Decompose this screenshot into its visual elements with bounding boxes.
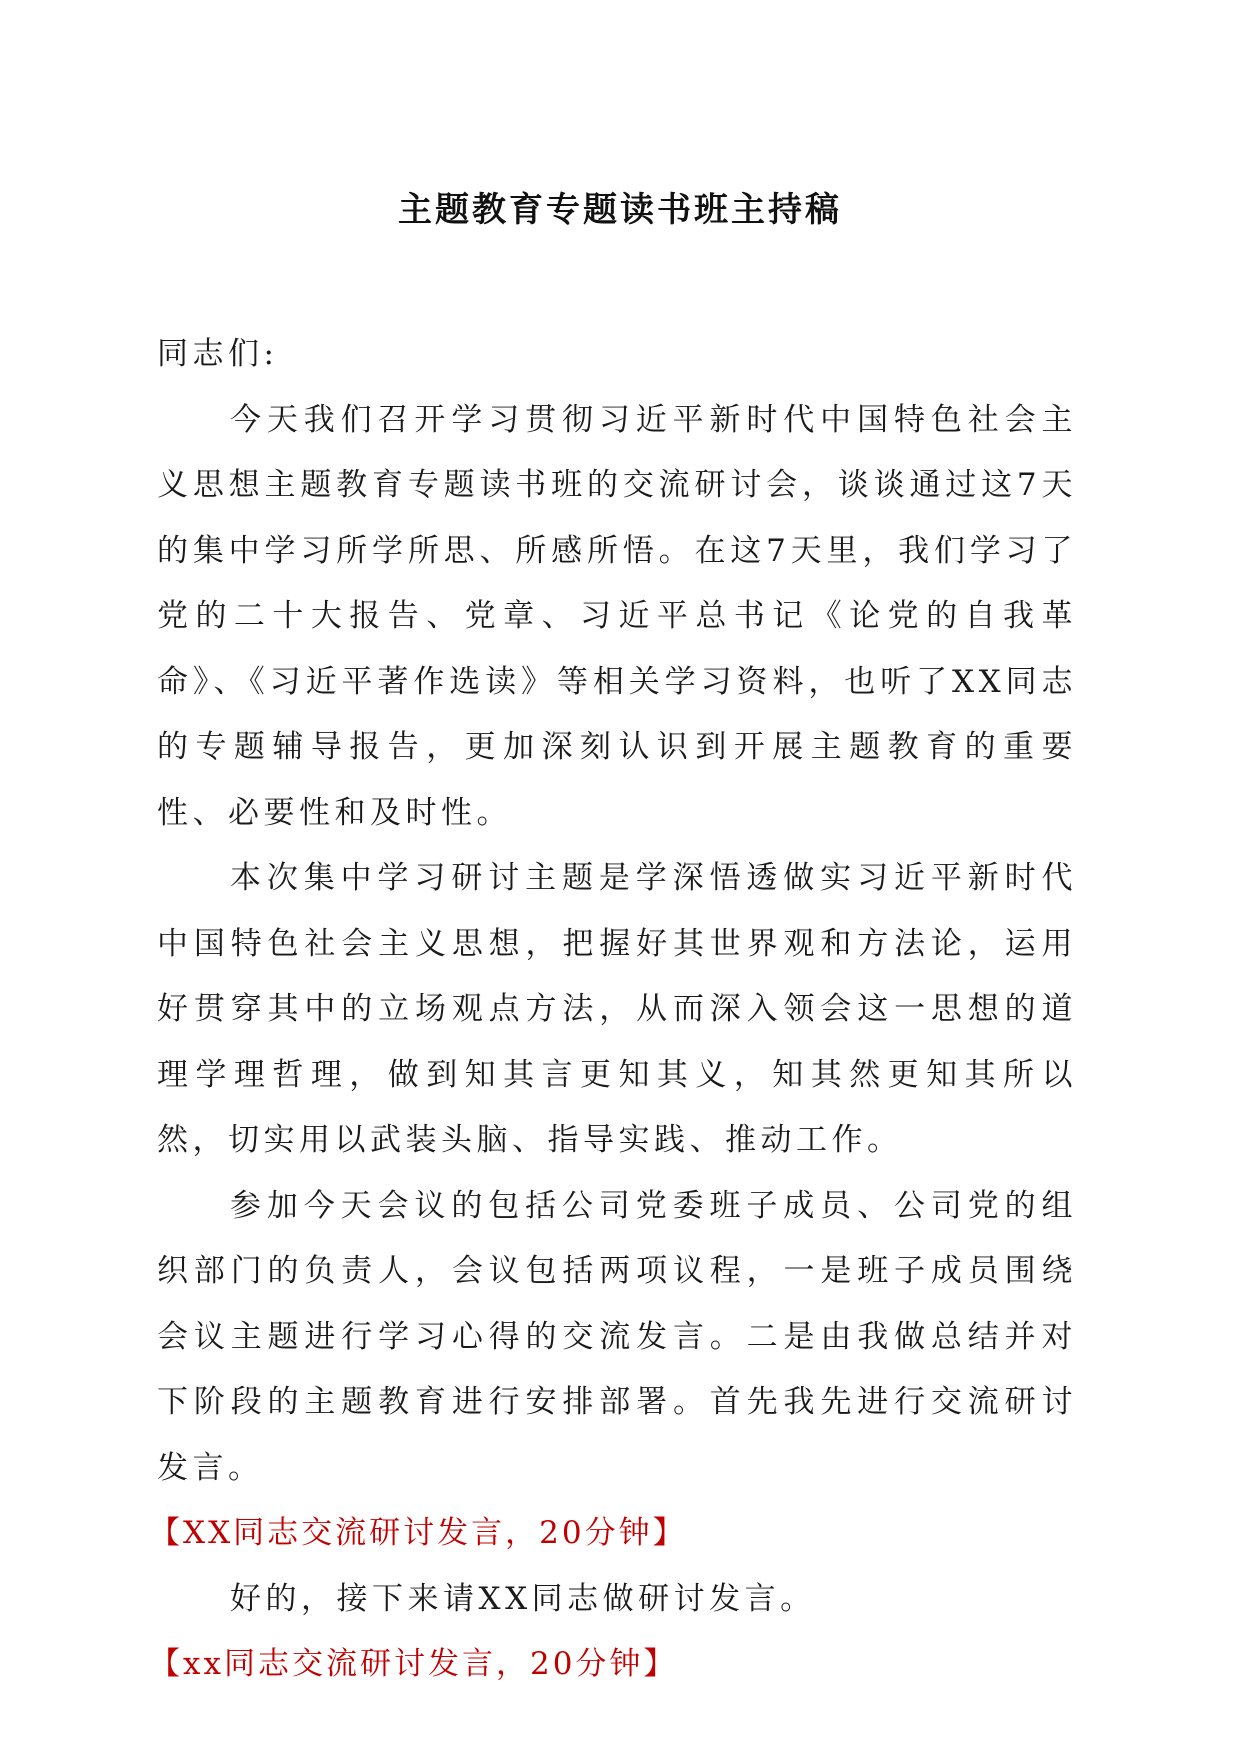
paragraph-intro: 今天我们召开学习贯彻习近平新时代中国特色社会主义思想主题教育专题读书班的交流研讨会，谈谈通过这7天的集中学习所学所思、所感所悟。在这7天里，我们学习了党的二十大报告、党章、习近平总书记《论党的自我革命》、《习近平著作选读》等相关学习资料，也听了XX同志的专题辅导报告，更加深刻认识到开展主题教育的重要性、必要性和及时性。 [157, 401, 1077, 831]
document-body [149, 322, 1077, 1698]
paragraph-agenda: 参加今天会议的包括公司党委班子成员、公司党的组织部门的负责人，会议包括两项议程，一是班子成员围绕会议主题进行学习心得的交流发言。二是由我做总结并对下阶段的主题教育进行安排部署。首先我先进行交流研讨发言。 [157, 1187, 1077, 1486]
salutation: 同志们: [157, 336, 279, 372]
document-title: 主题教育专题读书班主持稿 [398, 190, 842, 230]
paragraph-transition: 好的，接下来请XX同志做研讨发言。 [230, 1580, 816, 1617]
paragraph-theme: 本次集中学习研讨主题是学深悟透做实习近平新时代中国特色社会主义思想，把握好其世界观和方法论，运用好贯穿其中的立场观点方法，从而深入领会这一思想的道理学理哲理，做到知其言更知其义，知其然更知其所以然，切实用以武装头脑、指导实践、推动工作。 [157, 860, 1077, 1158]
speech-note-1: 【XX同志交流研讨发言，20分钟】 [149, 1515, 687, 1551]
speech-note-2: 【xx同志交流研讨发言，20分钟】 [149, 1646, 678, 1682]
